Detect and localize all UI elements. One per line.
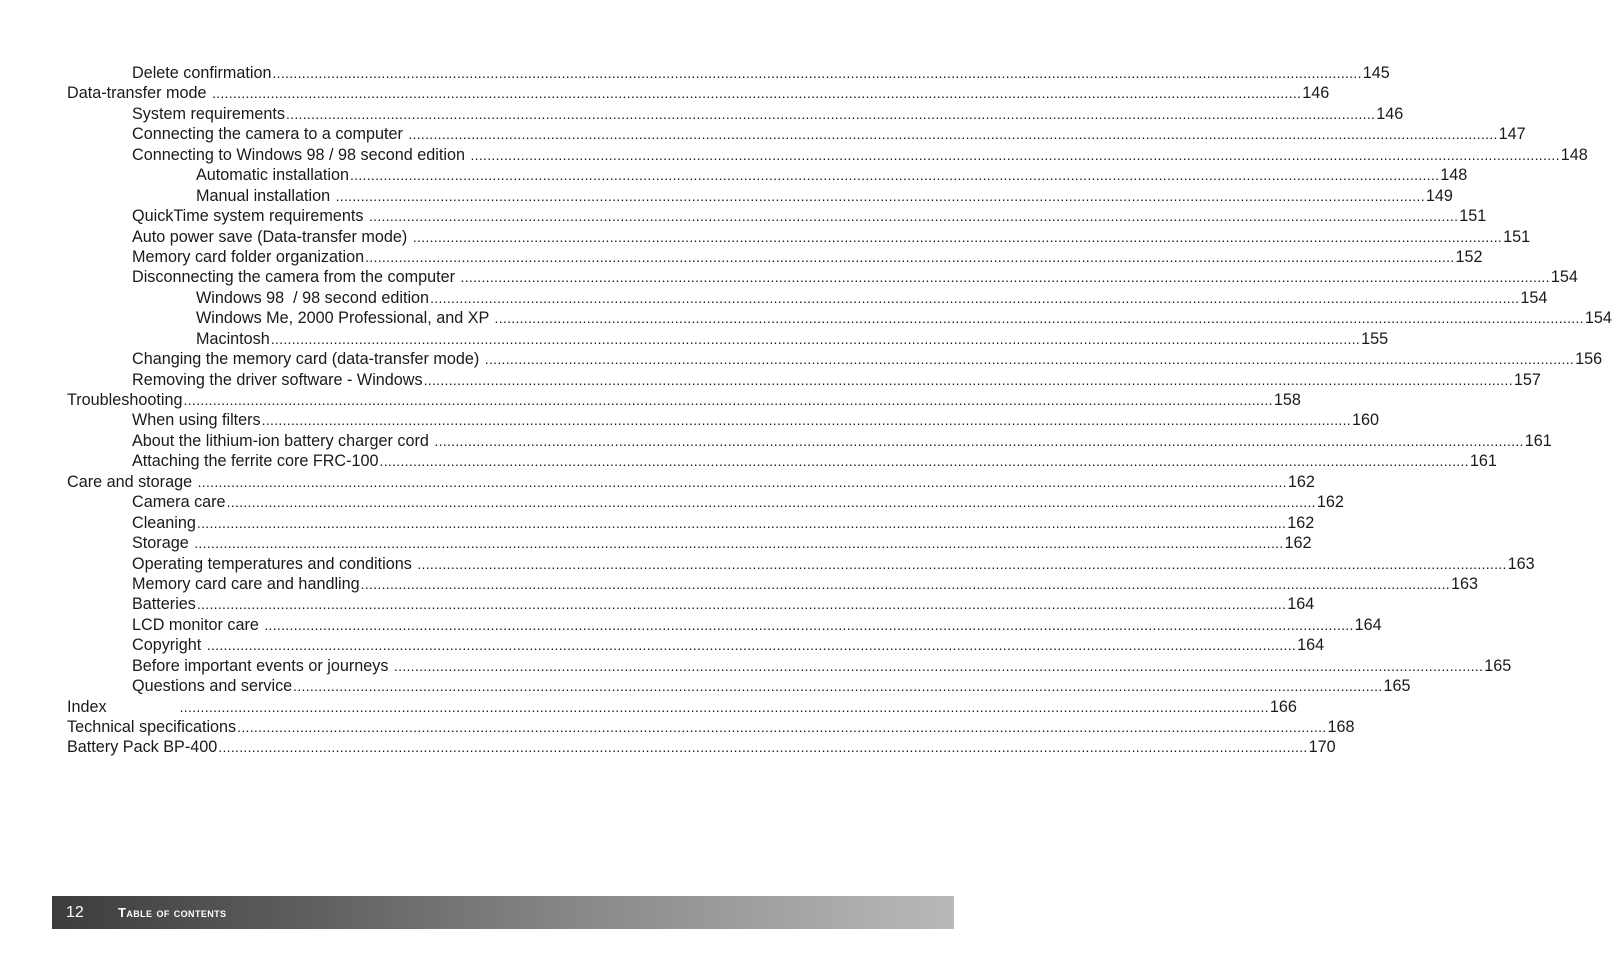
table-of-contents-list bbox=[67, 63, 1612, 758]
toc-entry[interactable] bbox=[67, 594, 1315, 614]
toc-entry[interactable] bbox=[67, 206, 1487, 226]
toc-entry-page-number: 162 bbox=[1316, 493, 1344, 512]
toc-entry-page-number: 154 bbox=[1520, 288, 1548, 307]
toc-entry-title: When using filters bbox=[132, 411, 261, 430]
toc-entry-page-number: 163 bbox=[1450, 574, 1478, 593]
toc-entry-title: Removing the driver software - Windows bbox=[132, 370, 423, 389]
toc-entry-page-number: 162 bbox=[1287, 472, 1315, 491]
toc-entry-title: Storage bbox=[132, 534, 194, 553]
toc-entry-page-number: 146 bbox=[1376, 104, 1404, 123]
dot-leader: .................................................................................................................................................................................................................................................................... bbox=[196, 596, 1287, 613]
toc-entry-page-number: 152 bbox=[1455, 247, 1483, 266]
toc-entry-page-number: 165 bbox=[1383, 677, 1411, 696]
toc-entry-page-number: 165 bbox=[1484, 656, 1512, 675]
toc-entry-page-number: 154 bbox=[1550, 268, 1578, 287]
toc-entry-page-number: 160 bbox=[1351, 411, 1379, 430]
dot-leader: .................................................................................................................................................................................................................................................................... bbox=[423, 371, 1513, 388]
dot-leader: .................................................................................................................................................................................................................................................................... bbox=[412, 228, 1503, 245]
toc-entry-title: Delete confirmation bbox=[132, 64, 272, 82]
toc-entry-title: Data-transfer mode bbox=[67, 84, 211, 103]
dot-leader: .................................................................................................................................................................................................................................................................... bbox=[183, 392, 1273, 408]
toc-entry[interactable] bbox=[67, 717, 1355, 737]
toc-entry-title: Copyright bbox=[132, 636, 206, 655]
toc-entry-title: About the lithium-ion battery charger cord bbox=[132, 431, 434, 450]
toc-entry[interactable] bbox=[67, 533, 1312, 553]
toc-entry-title: Windows Me, 2000 Professional, and XP bbox=[196, 309, 494, 328]
toc-entry[interactable] bbox=[67, 165, 1468, 185]
dot-leader: .................................................................................................................................................................................................................................................................... bbox=[237, 719, 1327, 735]
dot-leader: .................................................................................................................................................................................................................................................................... bbox=[470, 146, 1560, 163]
toc-entry[interactable] bbox=[67, 145, 1588, 165]
toc-entry-page-number: 154 bbox=[1584, 309, 1612, 328]
dot-leader: .................................................................................................................................................................................................................................................................... bbox=[434, 432, 1524, 449]
toc-entry-page-number: 149 bbox=[1425, 186, 1453, 205]
toc-entry[interactable] bbox=[67, 390, 1301, 410]
toc-entry[interactable] bbox=[67, 492, 1344, 512]
dot-leader: .................................................................................................................................................................................................................................................................... bbox=[272, 65, 1362, 81]
dot-leader: .................................................................................................................................................................................................................................................................... bbox=[484, 351, 1575, 368]
toc-entry-page-number: 146 bbox=[1302, 84, 1330, 103]
dot-leader: .................................................................................................................................................................................................................................................................... bbox=[393, 657, 1484, 674]
dot-leader: .................................................................................................................................................................................................................................................................... bbox=[194, 535, 1284, 552]
toc-entry-page-number: 147 bbox=[1498, 125, 1526, 144]
toc-entry-page-number: 158 bbox=[1273, 391, 1301, 409]
toc-entry[interactable] bbox=[67, 370, 1541, 390]
toc-entry-page-number: 161 bbox=[1524, 431, 1552, 450]
toc-entry[interactable] bbox=[67, 349, 1603, 369]
toc-entry[interactable] bbox=[67, 186, 1453, 206]
toc-entry-title: Disconnecting the camera from the computer bbox=[132, 268, 460, 287]
toc-entry-title: System requirements bbox=[132, 104, 285, 123]
dot-leader: .................................................................................................................................................................................................................................................................... bbox=[196, 514, 1287, 531]
dot-leader: .................................................................................................................................................................................................................................................................... bbox=[270, 330, 1361, 347]
toc-entry-page-number: 161 bbox=[1469, 452, 1497, 471]
dot-leader: .................................................................................................................................................................................................................................................................... bbox=[293, 678, 1383, 695]
toc-entry-title: Questions and service bbox=[132, 677, 293, 696]
toc-entry-title: Attaching the ferrite core FRC-100 bbox=[132, 452, 379, 471]
toc-entry[interactable] bbox=[67, 104, 1404, 124]
toc-entry-page-number: 151 bbox=[1459, 207, 1487, 226]
page-number: 12 bbox=[66, 903, 84, 921]
toc-entry-page-number: 151 bbox=[1503, 227, 1531, 246]
dot-leader: .................................................................................................................................................................................................................................................................... bbox=[417, 555, 1507, 572]
toc-entry-page-number: 163 bbox=[1507, 554, 1535, 573]
toc-entry[interactable] bbox=[67, 615, 1382, 635]
toc-entry-page-number: 148 bbox=[1440, 166, 1468, 185]
toc-entry-title: Operating temperatures and conditions bbox=[132, 554, 417, 573]
dot-leader: .................................................................................................................................................................................................................................................................... bbox=[211, 85, 1302, 102]
toc-entry-title: Batteries bbox=[132, 595, 196, 614]
toc-entry-title: Windows 98 / 98 second edition bbox=[196, 288, 430, 307]
dot-leader: .................................................................................................................................................................................................................................................................... bbox=[335, 187, 1425, 204]
toc-entry-title: Care and storage bbox=[67, 472, 197, 491]
toc-entry-page-number: 164 bbox=[1287, 595, 1315, 614]
toc-entry-title: Memory card care and handling bbox=[132, 574, 360, 593]
section-title: Table of contents bbox=[118, 905, 227, 920]
dot-leader: .................................................................................................................................................................................................................................................................... bbox=[226, 494, 1316, 511]
toc-entry[interactable] bbox=[67, 247, 1483, 267]
page-footer-bar bbox=[52, 896, 954, 929]
dot-leader: .................................................................................................................................................................................................................................................................... bbox=[365, 248, 1455, 265]
toc-entry-title: Changing the memory card (data-transfer mode) bbox=[132, 350, 484, 369]
dot-leader: .................................................................................................................................................................................................................................................................... bbox=[408, 126, 1498, 143]
toc-entry-title: Memory card folder organization bbox=[132, 247, 365, 266]
toc-entry-page-number: 170 bbox=[1308, 738, 1336, 757]
toc-entry[interactable] bbox=[67, 676, 1411, 696]
toc-entry-page-number: 164 bbox=[1297, 636, 1325, 655]
toc-entry[interactable] bbox=[67, 410, 1379, 430]
toc-entry-title: Troubleshooting bbox=[67, 391, 183, 409]
toc-entry[interactable] bbox=[67, 451, 1497, 471]
toc-entry[interactable] bbox=[67, 554, 1535, 574]
toc-entry-page-number: 157 bbox=[1513, 370, 1541, 389]
toc-entry-title: Index bbox=[67, 697, 179, 716]
dot-leader: .................................................................................................................................................................................................................................................................... bbox=[360, 575, 1450, 592]
toc-entry-page-number: 145 bbox=[1362, 64, 1390, 82]
dot-leader: .................................................................................................................................................................................................................................................................... bbox=[379, 453, 1469, 470]
toc-entry-page-number: 148 bbox=[1560, 145, 1588, 164]
toc-entry-page-number: 168 bbox=[1327, 718, 1355, 736]
toc-entry[interactable] bbox=[67, 329, 1389, 349]
toc-entry[interactable] bbox=[67, 308, 1612, 328]
toc-entry-page-number: 162 bbox=[1287, 513, 1315, 532]
toc-entry[interactable] bbox=[67, 124, 1526, 144]
dot-leader: .................................................................................................................................................................................................................................................................... bbox=[261, 412, 1351, 429]
dot-leader: .................................................................................................................................................................................................................................................................... bbox=[285, 105, 1376, 122]
toc-entry-title: Battery Pack BP-400 bbox=[67, 738, 218, 757]
toc-entry-page-number: 155 bbox=[1361, 329, 1389, 348]
toc-entry-title: Technical specifications bbox=[67, 718, 237, 736]
dot-leader: .................................................................................................................................................................................................................................................................... bbox=[368, 208, 1459, 225]
dot-leader: .................................................................................................................................................................................................................................................................... bbox=[494, 310, 1584, 327]
toc-entry-title: Connecting to Windows 98 / 98 second edition bbox=[132, 145, 470, 164]
toc-entry-page-number: 164 bbox=[1354, 615, 1382, 634]
toc-entry-title: LCD monitor care bbox=[132, 615, 264, 634]
dot-leader: .................................................................................................................................................................................................................................................................... bbox=[349, 167, 1440, 184]
toc-entry[interactable] bbox=[67, 472, 1315, 492]
toc-entry-title: Automatic installation bbox=[196, 166, 349, 185]
dot-leader: .................................................................................................................................................................................................................................................................... bbox=[218, 739, 1308, 756]
dot-leader: .................................................................................................................................................................................................................................................................... bbox=[460, 269, 1550, 286]
toc-entry-title: Macintosh bbox=[196, 329, 270, 348]
toc-entry[interactable] bbox=[67, 267, 1578, 287]
toc-entry-title: Manual installation bbox=[196, 186, 335, 205]
toc-entry[interactable] bbox=[67, 737, 1336, 757]
toc-entry[interactable] bbox=[67, 288, 1548, 308]
toc-entry[interactable] bbox=[67, 697, 1297, 717]
toc-entry[interactable] bbox=[67, 513, 1315, 533]
toc-entry-title: Before important events or journeys bbox=[132, 656, 393, 675]
toc-entry-title: Cleaning bbox=[132, 513, 196, 532]
toc-entry-page-number: 156 bbox=[1575, 350, 1603, 369]
toc-entry-title: QuickTime system requirements bbox=[132, 207, 368, 226]
dot-leader: .................................................................................................................................................................................................................................................................... bbox=[206, 637, 1297, 654]
dot-leader: .................................................................................................................................................................................................................................................................... bbox=[179, 698, 1269, 715]
toc-entry[interactable] bbox=[67, 83, 1330, 103]
toc-entry-page-number: 162 bbox=[1284, 534, 1312, 553]
toc-entry[interactable] bbox=[67, 656, 1512, 676]
toc-entry-title: Auto power save (Data-transfer mode) bbox=[132, 227, 412, 246]
toc-entry[interactable] bbox=[67, 635, 1325, 655]
dot-leader: .................................................................................................................................................................................................................................................................... bbox=[197, 473, 1287, 490]
toc-entry[interactable] bbox=[67, 431, 1552, 451]
toc-entry[interactable] bbox=[67, 63, 1390, 83]
toc-entry[interactable] bbox=[67, 574, 1478, 594]
toc-entry-title: Connecting the camera to a computer bbox=[132, 125, 408, 144]
dot-leader: .................................................................................................................................................................................................................................................................... bbox=[264, 616, 1354, 633]
toc-entry-page-number: 166 bbox=[1269, 697, 1297, 716]
dot-leader: .................................................................................................................................................................................................................................................................... bbox=[430, 289, 1520, 306]
toc-entry-title: Camera care bbox=[132, 493, 226, 512]
toc-entry[interactable] bbox=[67, 227, 1531, 247]
